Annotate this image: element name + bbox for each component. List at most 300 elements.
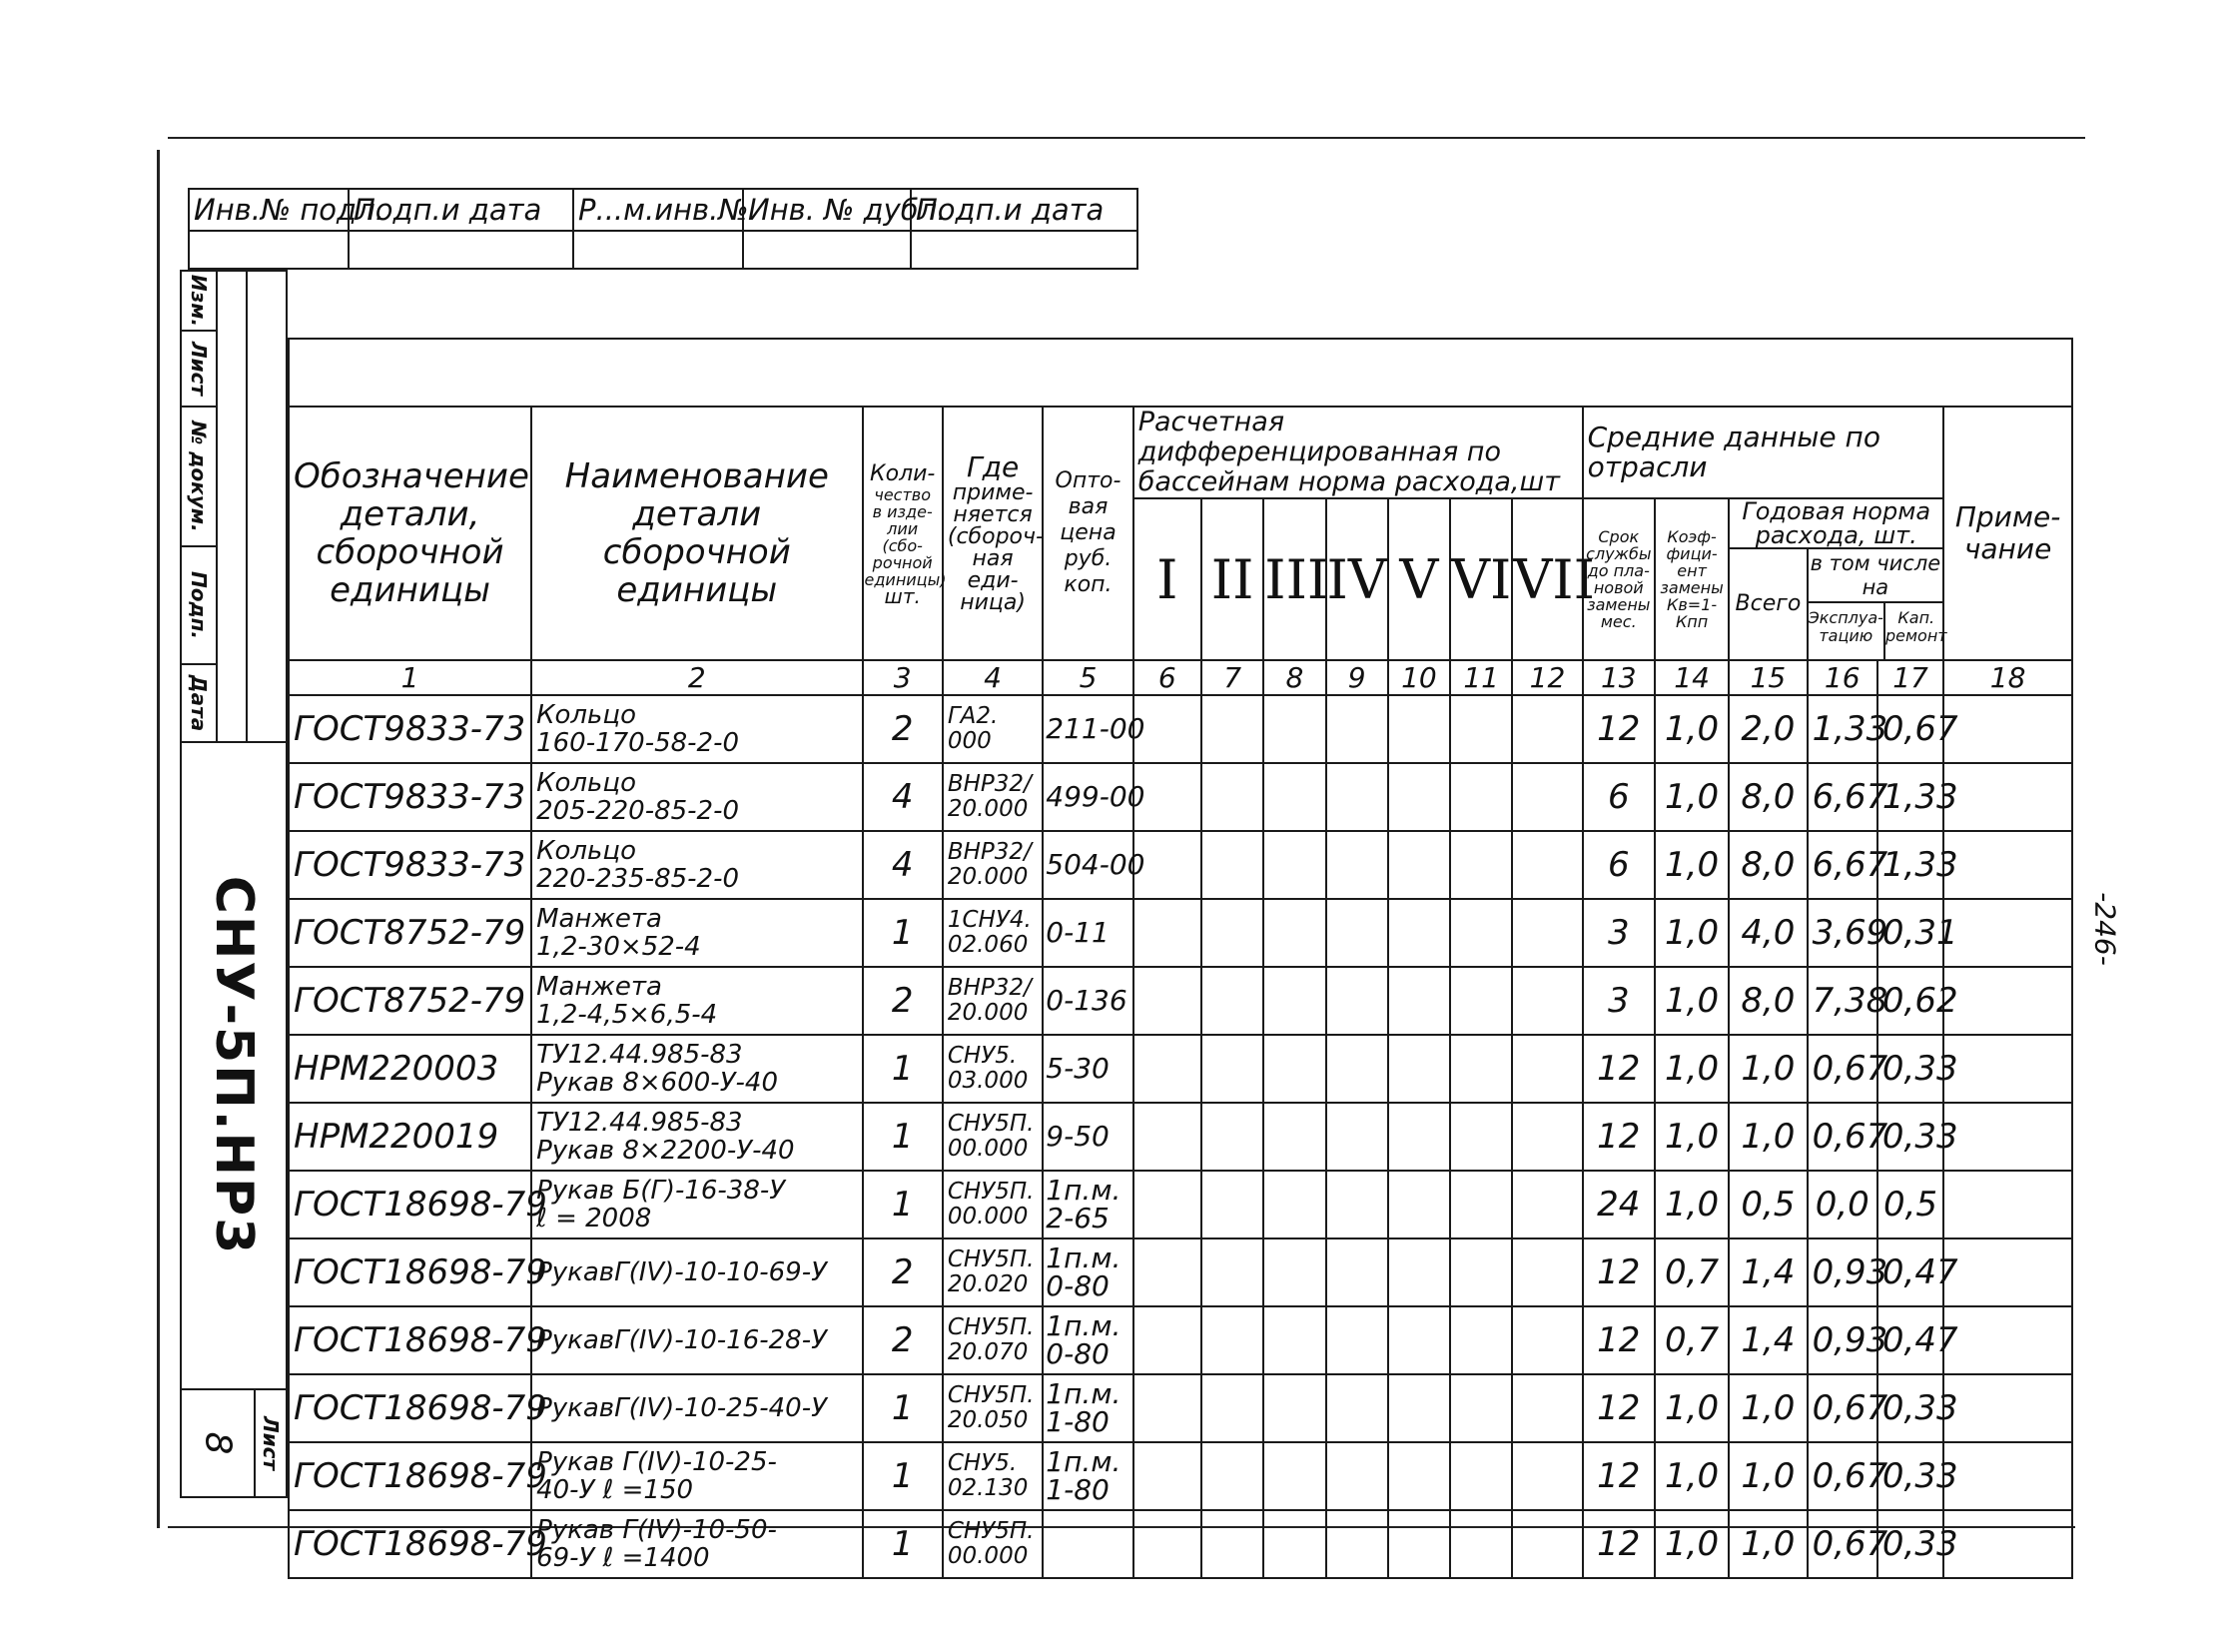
basin-cell [1263,1239,1325,1306]
header-total: Всего [1729,548,1807,660]
basin-cell [1450,831,1512,899]
table-row [289,1035,2072,1103]
total-cell: 4,0 [1729,899,1807,967]
header-operation-line: тацию [1819,626,1873,645]
quantity-cell: 4 [863,763,943,831]
designation-cell: НРМ220003 [289,1035,531,1103]
strip-cell-sheet [180,330,218,408]
coefficient-cell: 1,0 [1655,1171,1729,1239]
price-line: 5-30 [1046,1052,1110,1085]
header-quantity [863,407,947,660]
coefficient-cell: 1,0 [1655,831,1729,899]
where-line: 20.000 [947,796,1029,822]
where-line: СНУ5П. [947,1246,1035,1272]
column-number: 3 [863,660,943,695]
strip-label-date: Дата [187,674,211,732]
where-used-cell [943,1035,1043,1103]
basin-cell [1201,1171,1263,1239]
name-line: ТУ12.44.985-83 [536,1108,743,1138]
basin-cell [1388,763,1450,831]
operation-cell: 0,67 [1808,1374,1877,1442]
stamp-cell [743,231,911,269]
designation-cell: ГОСТ9833-73 [289,831,531,899]
header-life-line: мес. [1600,612,1637,631]
basin-cell [1326,1035,1388,1103]
repair-cell: 0,47 [1877,1306,1943,1374]
header-life-line: новой [1593,578,1644,597]
where-used-cell [943,831,1043,899]
coefficient-cell: 0,7 [1655,1306,1729,1374]
name-line: Рукав 8×2200-У-40 [536,1136,795,1166]
page-mark-box [2077,869,2133,989]
designation-cell: ГОСТ8752-79 [289,899,531,967]
header-repair [1885,603,1947,659]
name-cell [531,1374,862,1442]
price-line: 9-50 [1046,1120,1110,1153]
basin-cell [1133,1035,1201,1103]
designation-cell: ГОСТ18698-79 [289,1442,531,1510]
table-row [289,1510,2072,1578]
basin-cell [1450,695,1512,763]
basin-cell [1450,1171,1512,1239]
note-cell [1943,831,2072,899]
basin-cell [1263,1442,1325,1510]
header-designation-line: Обозначение [294,456,529,496]
operation-cell: 0,67 [1808,1510,1877,1578]
header-note-line: Приме- [1954,500,2061,533]
document-code: СНУ-5П.НР3 [204,875,264,1256]
note-cell [1943,1510,2072,1578]
table-row [289,967,2072,1035]
quantity-cell: 1 [863,1103,943,1171]
basin-cell [1263,1035,1325,1103]
where-used-cell [943,695,1043,763]
basin-cell [1512,967,1582,1035]
header-where-line: няется [953,502,1033,527]
basin-cell [1263,1510,1325,1578]
where-line: СНУ5. [947,1450,1018,1476]
operation-cell: 7,38 [1808,967,1877,1035]
quantity-cell: 1 [863,1171,943,1239]
name-cell [531,1306,862,1374]
name-cell [531,1035,862,1103]
name-line: 1,2-4,5×6,5-4 [536,1000,718,1030]
header-where-line: ная еди- [967,546,1019,593]
where-used-cell [943,1103,1043,1171]
header-designation-line: сборочной [316,532,504,572]
header-price-line: коп. [1064,572,1113,597]
name-line: 205-220-85-2-0 [536,796,740,826]
strip-cell-blank [246,270,288,743]
coefficient-cell: 1,0 [1655,967,1729,1035]
designation-cell: НРМ220019 [289,1103,531,1171]
where-used-cell [943,1374,1043,1442]
basin-IV: IV [1326,498,1388,660]
price-line: 499-00 [1046,780,1145,813]
column-number: 1 [289,660,531,695]
repair-cell: 0,62 [1877,967,1943,1035]
note-cell [1943,967,2072,1035]
basin-cell [1133,967,1201,1035]
quantity-cell: 1 [863,1442,943,1510]
basin-cell [1512,1239,1582,1306]
basin-cell [1133,1510,1201,1578]
approval-stamp [188,188,1138,270]
basin-cell [1263,1374,1325,1442]
strip-cell-change [180,270,218,332]
price-cell [1043,1306,1132,1374]
basin-cell [1512,1035,1582,1103]
stamp-cell [189,231,349,269]
basin-cell [1512,1374,1582,1442]
name-cell [531,899,862,967]
header-coef-line: Кв=1- [1667,595,1718,614]
header-designation [289,407,531,660]
designation-cell: ГОСТ18698-79 [289,1510,531,1578]
designation-cell: ГОСТ18698-79 [289,1239,531,1306]
repair-cell: 0,33 [1877,1103,1943,1171]
note-cell [1943,763,2072,831]
name-line: Кольцо [536,836,636,866]
header-coef-line: фици- [1666,544,1718,563]
strip-label-doc-number: № докум. [187,420,211,532]
basin-cell [1133,1306,1201,1374]
header-price-line: руб. [1064,546,1113,571]
quantity-cell: 2 [863,967,943,1035]
where-used-cell [943,1171,1043,1239]
header-coefficient [1655,498,1729,660]
name-cell [531,1103,862,1171]
where-line: СНУ5. [947,1043,1018,1069]
name-cell [531,1239,862,1306]
where-used-cell [943,1510,1043,1578]
price-line: 2-65 [1046,1202,1110,1235]
column-number: 6 [1133,660,1201,695]
header-industry-average: Средние данные по отрасли [1583,407,1944,498]
header-life-line: Срок [1598,527,1640,546]
basin-cell [1201,1306,1263,1374]
basin-cell [1512,763,1582,831]
name-line: РукавГ(IV)-10-10-69-У [536,1257,827,1287]
basin-cell [1512,1103,1582,1171]
designation-cell: ГОСТ8752-79 [289,967,531,1035]
price-line: 211-00 [1046,712,1145,745]
price-cell [1043,1442,1132,1510]
header-name-line: детали [632,494,762,534]
header-note [1943,407,2072,660]
price-line: 1п.м. [1046,1241,1121,1274]
name-cell [531,967,862,1035]
header-life-line: замены [1587,595,1651,614]
header-designation-line: детали, [340,494,480,534]
basin-cell [1326,1306,1388,1374]
service-life-cell: 12 [1583,1442,1655,1510]
note-cell [1943,1171,2072,1239]
note-cell [1943,1239,2072,1306]
total-cell: 2,0 [1729,695,1807,763]
table-row [289,1239,2072,1306]
coefficient-cell: 1,0 [1655,899,1729,967]
table-row [289,1306,2072,1374]
designation-cell: ГОСТ18698-79 [289,1374,531,1442]
where-line: СНУ5П. [947,1314,1035,1340]
name-line: Рукав Б(Г)-16-38-У [536,1176,786,1206]
total-cell: 8,0 [1729,831,1807,899]
basin-cell [1133,1442,1201,1510]
operation-cell: 0,93 [1808,1306,1877,1374]
table-row [289,1171,2072,1239]
name-line: 160-170-58-2-0 [536,728,740,758]
repair-cell: 0,33 [1877,1442,1943,1510]
name-line: РукавГ(IV)-10-16-28-У [536,1325,827,1355]
sheet-number-box [180,1388,256,1498]
price-cell [1043,763,1145,831]
name-line: ℓ = 2008 [536,1204,652,1234]
basin-cell [1263,967,1325,1035]
basin-cell [1263,1306,1325,1374]
table-row [289,899,2072,967]
basin-cell [1263,1103,1325,1171]
repair-cell: 0,33 [1877,1510,1943,1578]
name-line: Кольцо [536,700,636,730]
title-block-strip [170,270,288,1498]
basin-cell [1201,967,1263,1035]
service-life-cell: 6 [1583,763,1655,831]
where-used-cell [943,899,1043,967]
header-name-line: сборочной [602,532,791,572]
basin-cell [1388,1103,1450,1171]
strip-cell-doc [180,406,218,547]
name-line: Рукав Г(IV)-10-50- [536,1515,777,1545]
basin-cell [1263,763,1325,831]
quantity-cell: 1 [863,1510,943,1578]
service-life-cell: 3 [1583,967,1655,1035]
coefficient-cell: 1,0 [1655,695,1729,763]
strip-cell-date [180,663,218,743]
header-operation-line: Эксплуа- [1808,608,1883,627]
basin-cell [1326,695,1388,763]
designation-cell: ГОСТ18698-79 [289,1171,531,1239]
header-quantity-line: шт. [884,583,921,608]
repair-cell: 0,67 [1877,695,1943,763]
basin-cell [1388,1035,1450,1103]
basin-cell [1450,899,1512,967]
basin-cell [1512,695,1582,763]
basin-cell [1512,1442,1582,1510]
service-life-cell: 24 [1583,1171,1655,1239]
coefficient-cell: 1,0 [1655,763,1729,831]
price-line: 1п.м. [1046,1445,1121,1478]
spec-table [288,338,2073,1579]
name-line: Манжета [536,904,662,934]
column-number: 12 [1512,660,1582,695]
price-line: 0-80 [1046,1337,1110,1370]
basin-cell [1450,1239,1512,1306]
basin-cell [1388,695,1450,763]
where-used-cell [943,763,1043,831]
header-name [531,407,862,660]
header-quantity-line: рочной [872,552,933,572]
header-quantity-line: единицы) [864,569,947,589]
quantity-cell: 2 [863,695,943,763]
where-line: 00.000 [947,1204,1029,1230]
name-cell [531,695,862,763]
basin-cell [1201,899,1263,967]
price-line: 1п.м. [1046,1174,1121,1207]
table-row [289,1442,2072,1510]
basin-cell [1388,1442,1450,1510]
repair-cell: 0,33 [1877,1035,1943,1103]
header-repair-line: Кап. [1897,608,1935,627]
column-number: 13 [1583,660,1655,695]
basin-cell [1450,763,1512,831]
basin-cell [1388,1306,1450,1374]
stamp-replaced-inv: Р...м.инв.№ [573,189,743,231]
column-number: 10 [1388,660,1450,695]
price-cell [1043,831,1145,899]
basin-cell [1201,1374,1263,1442]
coefficient-cell: 1,0 [1655,1442,1729,1510]
basin-cell [1201,763,1263,831]
stamp-cell [349,231,573,269]
repair-cell: 0,5 [1877,1171,1943,1239]
operation-cell: 0,67 [1808,1103,1877,1171]
strip-label-signature: Подп. [187,570,211,640]
where-line: СНУ5П. [947,1518,1035,1544]
service-life-cell: 12 [1583,695,1655,763]
table-top-band [289,339,2072,407]
strip-label-sheet: Лист [187,341,211,397]
header-where-used [943,407,1043,660]
basin-cell [1201,1035,1263,1103]
note-cell [1943,1035,2072,1103]
column-number: 5 [1043,660,1132,695]
name-line: 220-235-85-2-0 [536,864,740,894]
price-cell [1043,1374,1132,1442]
where-used-cell [943,967,1043,1035]
where-line: 20.000 [947,1000,1029,1026]
column-number: 11 [1450,660,1512,695]
basin-cell [1388,1239,1450,1306]
service-life-cell: 12 [1583,1035,1655,1103]
column-number: 16 [1808,660,1877,695]
header-where-line: Где [966,450,1020,483]
note-cell [1943,1306,2072,1374]
header-life-line: службы [1586,544,1652,563]
coefficient-cell: 0,7 [1655,1239,1729,1306]
service-life-cell: 12 [1583,1306,1655,1374]
price-line: 0-136 [1046,984,1127,1017]
quantity-cell: 1 [863,1035,943,1103]
repair-cell: 1,33 [1877,763,1943,831]
header-repair-line: ремонт [1884,626,1947,645]
operation-cell: 6,67 [1808,831,1877,899]
column-number: 8 [1263,660,1325,695]
basin-cell [1512,1510,1582,1578]
service-life-cell: 12 [1583,1510,1655,1578]
strip-cell-sign [180,545,218,665]
header-annual-norm: Годовая норма расхода, шт. [1729,498,1943,548]
name-line: 1,2-30×52-4 [536,932,701,962]
where-line: 02.060 [947,932,1029,958]
basin-cell [1326,899,1388,967]
basin-cell [1201,695,1263,763]
name-line: ТУ12.44.985-83 [536,1040,743,1070]
price-cell [1043,1103,1132,1171]
coefficient-cell: 1,0 [1655,1374,1729,1442]
column-number: 7 [1201,660,1263,695]
total-cell: 1,0 [1729,1035,1807,1103]
total-cell: 0,5 [1729,1171,1807,1239]
note-cell [1943,1442,2072,1510]
where-line: 20.070 [947,1339,1029,1365]
header-where-line: (сбороч- [947,524,1044,549]
basin-cell [1388,967,1450,1035]
page-mark: -246- [2088,892,2122,966]
stamp-cell [911,231,1137,269]
sheet-label-box [254,1388,288,1498]
sheet-number: 8 [197,1431,239,1455]
basin-cell [1263,899,1325,967]
operation-cell: 0,93 [1808,1239,1877,1306]
table-row [289,1103,2072,1171]
where-used-cell [943,1239,1043,1306]
where-line: СНУ5П. [947,1179,1035,1205]
basin-cell [1201,1442,1263,1510]
basin-cell [1326,967,1388,1035]
basin-cell [1201,831,1263,899]
table-row [289,831,2072,899]
basin-cell [1263,831,1325,899]
price-line: 0-80 [1046,1269,1110,1302]
price-line: 1п.м. [1046,1309,1121,1342]
header-price-line: вая [1068,494,1109,519]
total-cell: 1,0 [1729,1510,1807,1578]
sheet-label: Лист [259,1415,283,1471]
stamp-inv-original: Инв.№ подл. [189,189,349,231]
name-cell [531,763,862,831]
header-life-line: до пла- [1587,561,1650,580]
header-where-line: ница) [960,590,1026,615]
header-operation [1809,603,1885,659]
header-breakdown [1808,548,1947,660]
stamp-inv-duplicate: Инв. № дубл. [743,189,911,231]
basin-VI: VI [1450,498,1512,660]
where-line: 00.000 [947,1543,1029,1569]
where-line: 02.130 [947,1475,1029,1501]
basin-cell [1512,899,1582,967]
quantity-cell: 2 [863,1239,943,1306]
header-price-line: цена [1060,520,1117,545]
service-life-cell: 12 [1583,1239,1655,1306]
basin-cell [1450,1103,1512,1171]
where-line: 20.050 [947,1407,1029,1433]
service-life-cell: 12 [1583,1374,1655,1442]
name-line: РукавГ(IV)-10-25-40-У [536,1393,827,1423]
header-coef-line: Кпп [1675,612,1709,631]
basin-cell [1512,831,1582,899]
basin-cell [1133,1239,1201,1306]
header-price-line: Опто- [1055,468,1121,493]
basin-cell [1326,1103,1388,1171]
top-frame-line [168,137,2085,139]
where-line: 1СНУ4. [947,907,1032,933]
header-designation-line: единицы [330,570,490,610]
price-line: 1-80 [1046,1405,1110,1438]
basin-cell [1326,1510,1388,1578]
basin-I: I [1133,498,1201,660]
basin-cell [1388,1510,1450,1578]
